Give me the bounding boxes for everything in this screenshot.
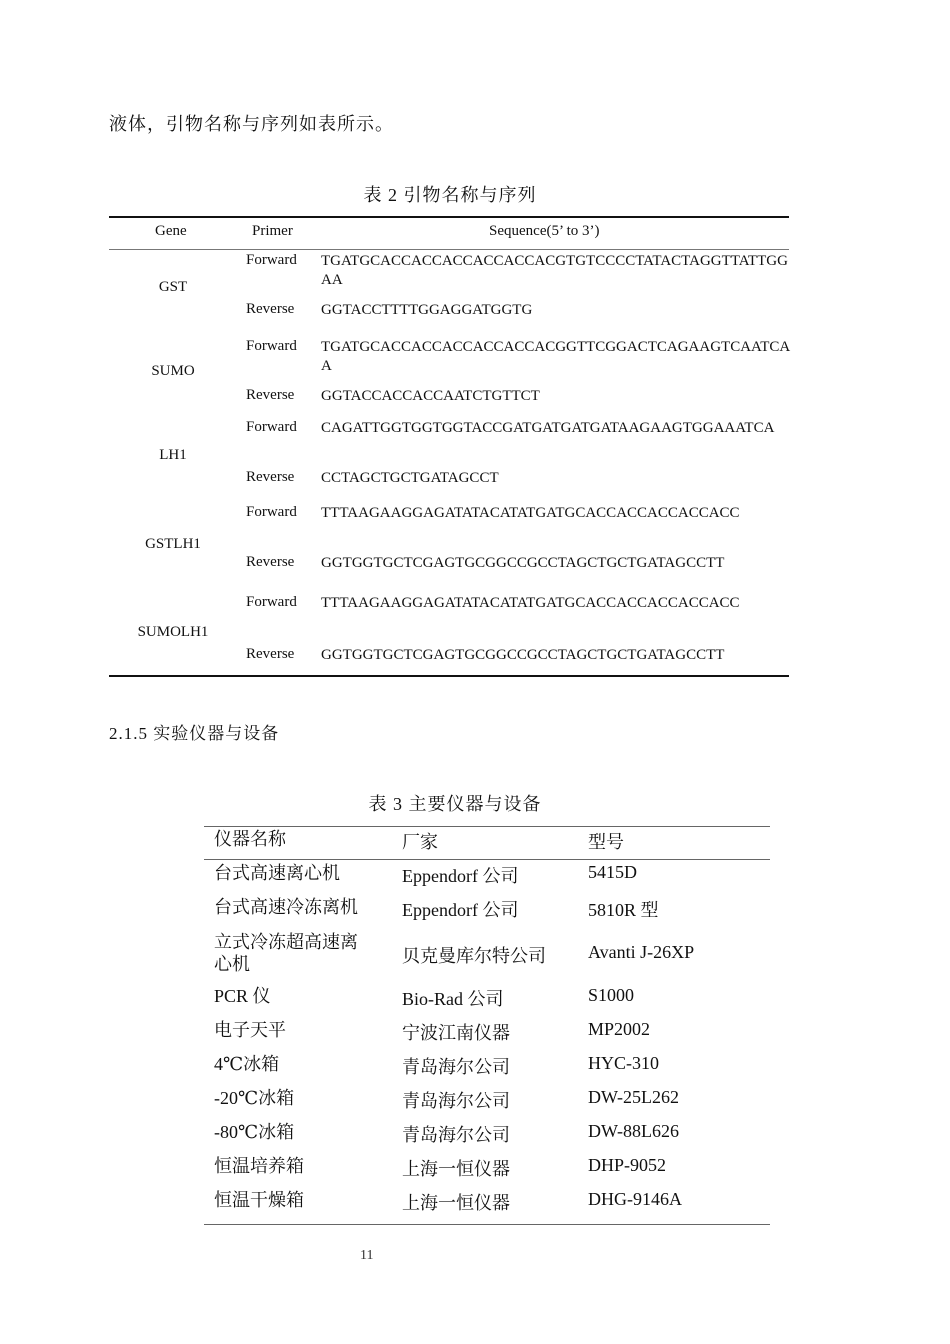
equipment-model: DHP-9052 (588, 1155, 667, 1175)
equipment-model: DW-88L626 (588, 1121, 679, 1141)
header-name: 仪器名称 (214, 829, 286, 849)
header-gene: Gene (155, 223, 187, 239)
header-model: 型号 (588, 832, 624, 852)
equipment-model: DW-25L262 (588, 1087, 679, 1107)
primer-sequence: CAGATTGGTGGTGGTACCGATGATGATGATAAGAAGTGGAAATCA (321, 420, 775, 436)
table-row (204, 860, 770, 894)
header-sequence: Sequence(5’ to 3’) (489, 223, 600, 239)
table3-caption: 表 3 主要仪器与设备 (368, 794, 542, 814)
table-row (204, 983, 770, 1017)
primer-sequence: GGTGGTGCTCGAGTGCGGCCGCCTAGCTGCTGATAGCCTT (321, 555, 725, 571)
equipment-maker: 青岛海尔公司 (402, 1091, 510, 1111)
primer-sequence: CCTAGCTGCTGATAGCCT (321, 470, 499, 486)
intro-paragraph: 液体，引物名称与序列如表所示。 (109, 114, 394, 134)
equipment-name: 立式冷冻超高速离心机 (214, 932, 358, 974)
primer-sequence: TGATGCACCACCACCACCACCACGGTTCGGACTCAGAAGTCAATCAA (321, 339, 791, 374)
primer-label: Reverse (246, 301, 295, 317)
primer-label: Reverse (246, 554, 295, 570)
table3-header-row (204, 827, 770, 859)
table-row (204, 1017, 770, 1051)
equipment-model: 5810R 型 (588, 900, 659, 920)
page-number: 11 (360, 1248, 374, 1263)
table3-bottom-rule (204, 1224, 770, 1225)
gene-name: SUMOLH1 (137, 624, 209, 640)
equipment-maker: Eppendorf 公司 (402, 900, 519, 920)
primer-group-gstlh1 (109, 503, 789, 592)
table2-bottom-rule (109, 675, 789, 677)
primer-label: Reverse (246, 469, 295, 485)
equipment-name: 恒温培养箱 (214, 1156, 304, 1176)
table-row (204, 1051, 770, 1085)
table-row (204, 1187, 770, 1224)
table-row (204, 1119, 770, 1153)
equipment-maker: 宁波江南仪器 (402, 1023, 510, 1043)
primer-table (109, 216, 789, 677)
header-primer: Primer (252, 223, 293, 239)
equipment-name: -20℃冰箱 (214, 1088, 295, 1108)
equipment-name: -80℃冰箱 (214, 1122, 295, 1142)
primer-sequence: GGTGGTGCTCGAGTGCGGCCGCCTAGCTGCTGATAGCCTT (321, 647, 725, 663)
primer-label: Forward (246, 252, 297, 268)
equipment-model: MP2002 (588, 1019, 651, 1039)
table-row (204, 894, 770, 928)
equipment-name: PCR 仪 (214, 986, 271, 1006)
equipment-maker: Eppendorf 公司 (402, 866, 519, 886)
primer-group-sumolh1 (109, 592, 789, 675)
header-maker: 厂家 (402, 832, 438, 852)
equipment-name: 台式高速离心机 (214, 863, 340, 883)
primer-label: Forward (246, 338, 297, 354)
primer-group-sumo (109, 335, 789, 417)
primer-label: Reverse (246, 387, 295, 403)
primer-label: Reverse (246, 646, 295, 662)
equipment-table (204, 826, 770, 1225)
gene-name: LH1 (159, 447, 187, 463)
primer-label: Forward (246, 594, 297, 610)
table2-header-row (109, 218, 789, 249)
equipment-model: 5415D (588, 862, 637, 882)
primer-sequence: TGATGCACCACCACCACCACCACGTGTCCCCTATACTAGGTTATTGGAA (321, 253, 788, 288)
equipment-maker: 青岛海尔公司 (402, 1125, 510, 1145)
equipment-model: S1000 (588, 985, 635, 1005)
equipment-model: Avanti J-26XP (588, 942, 695, 962)
equipment-maker: 贝克曼库尔特公司 (402, 946, 546, 966)
equipment-model: DHG-9146A (588, 1189, 682, 1209)
gene-name: GST (158, 279, 188, 295)
table-row (204, 1153, 770, 1187)
table-row (204, 928, 770, 983)
equipment-maker: 上海一恒仪器 (402, 1193, 510, 1213)
equipment-maker: Bio-Rad 公司 (402, 989, 504, 1009)
primer-sequence: TTTAAGAAGGAGATATACATATGATGCACCACCACCACCACC (321, 595, 740, 611)
table-row (204, 1085, 770, 1119)
primer-sequence: GGTACCTTTTGGAGGATGGTG (321, 302, 533, 318)
gene-name: SUMO (151, 363, 195, 379)
equipment-name: 台式高速冷冻离机 (214, 897, 358, 917)
section-heading: 2.1.5 实验仪器与设备 (109, 724, 280, 743)
equipment-name: 恒温干燥箱 (214, 1190, 304, 1210)
primer-label: Forward (246, 504, 297, 520)
gene-name: GSTLH1 (145, 536, 201, 552)
equipment-name: 电子天平 (214, 1020, 286, 1040)
equipment-model: HYC-310 (588, 1053, 659, 1073)
table2-caption: 表 2 引物名称与序列 (363, 185, 537, 205)
primer-label: Forward (246, 419, 297, 435)
primer-sequence: GGTACCACCACCAATCTGTTCT (321, 388, 540, 404)
equipment-maker: 青岛海尔公司 (402, 1057, 510, 1077)
primer-group-gst (109, 250, 789, 335)
primer-group-lh1 (109, 417, 789, 503)
primer-sequence: TTTAAGAAGGAGATATACATATGATGCACCACCACCACCACC (321, 505, 740, 521)
equipment-name: 4℃冰箱 (214, 1054, 280, 1074)
equipment-maker: 上海一恒仪器 (402, 1159, 510, 1179)
